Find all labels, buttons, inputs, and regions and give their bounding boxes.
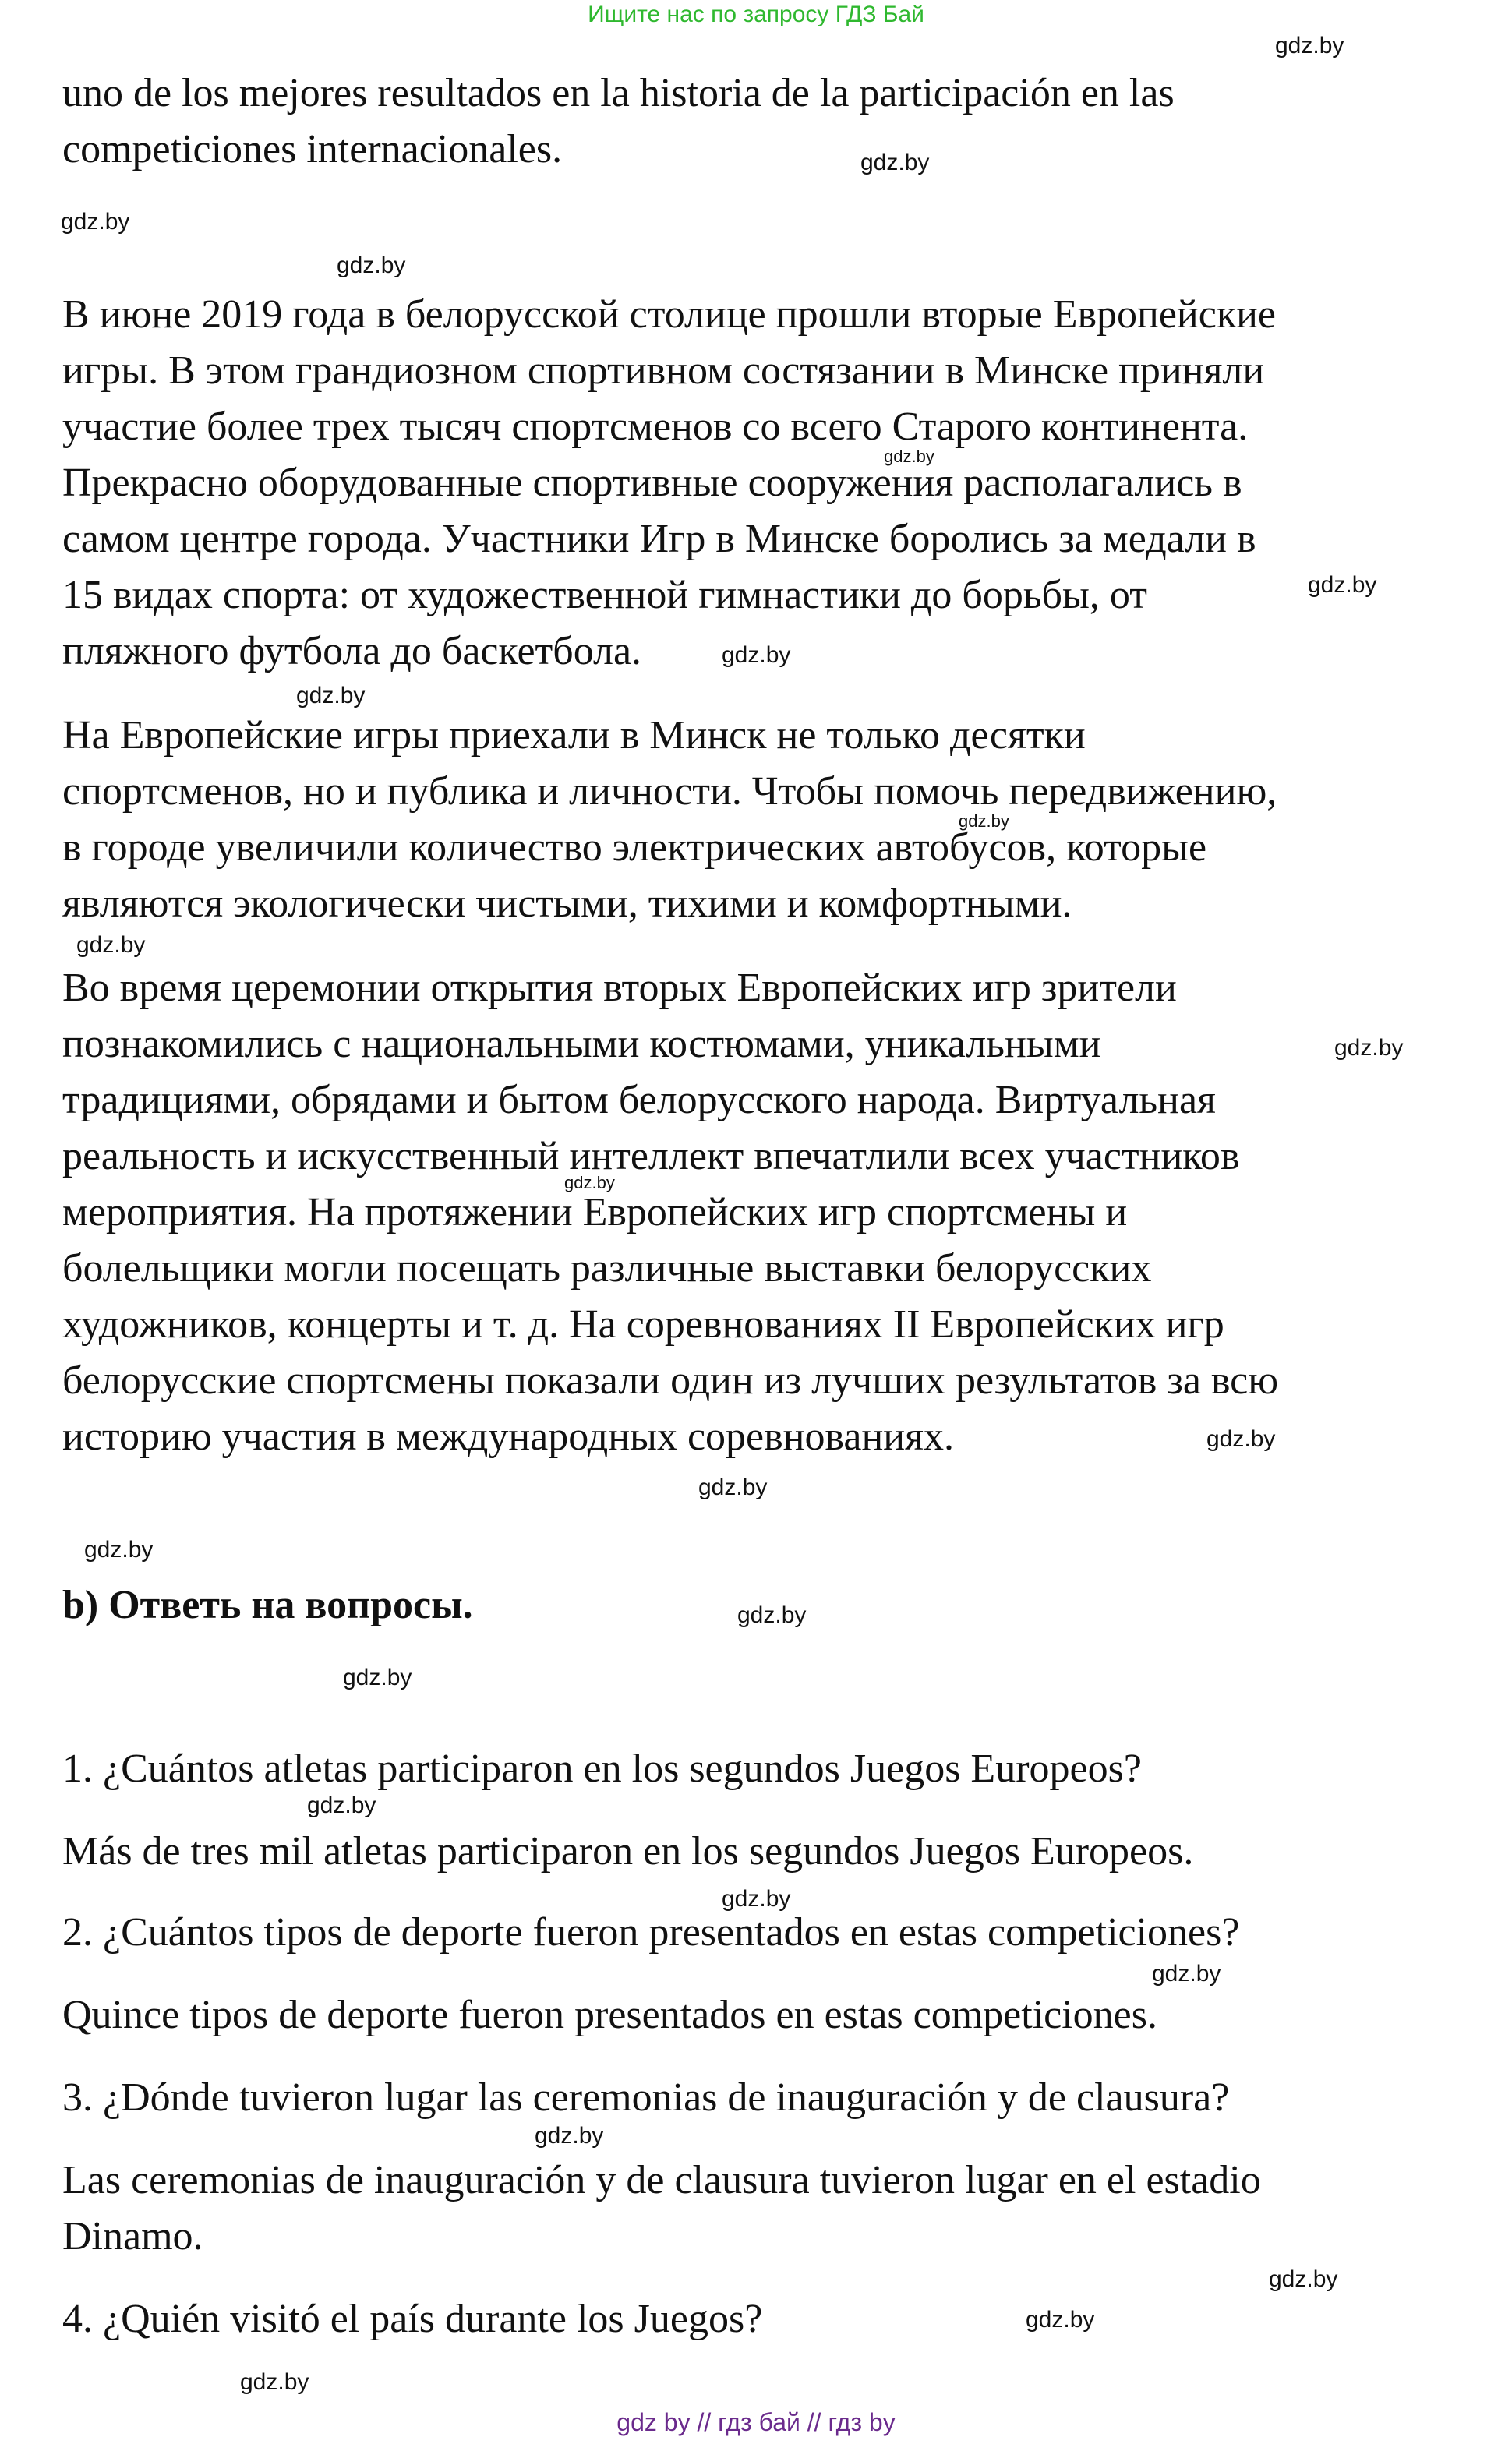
watermark: gdz.by [240,2369,309,2395]
text-line: познакомились с национальными костюмами, уникальными [62,1022,1101,1066]
question-4: 4. ¿Quién visitó el país durante los Juegos? [62,2297,763,2341]
watermark: gdz.by [337,253,406,278]
text-line: реальность и искусственный интеллект впечатлили всех участников [62,1134,1240,1178]
text-line: пляжного футбола до баскетбола. [62,629,642,673]
answer-1: Más de tres mil atletas participaron en los segundos Juegos Europeos. [62,1829,1194,1874]
watermark: gdz.by [698,1475,768,1500]
watermark: gdz.by [1334,1035,1404,1061]
bottom-banner[interactable]: gdz by // гдз бай // гдз by [616,2408,896,2436]
watermark: gdz.by [76,932,146,958]
russian-paragraph-2 [62,708,1450,932]
watermark: gdz.by [1206,1426,1276,1452]
text-line: традициями, обрядами и бытом белорусского народа. Виртуальная [62,1078,1216,1122]
text-line: историю участия в международных соревнованиях. [62,1414,955,1459]
watermark: gdz.by [84,1537,154,1563]
watermark: gdz.by [959,811,1009,831]
watermark: gdz.by [884,447,934,466]
watermark: gdz.by [1152,1961,1221,1987]
answer-3-line-2: Dinamo. [62,2214,203,2259]
spanish-tail-paragraph [62,65,1450,178]
question-3: 3. ¿Dónde tuvieron lugar las ceremonias de inauguración y de clausura? [62,2075,1230,2120]
watermark: gdz.by [343,1665,412,1690]
top-banner[interactable]: Ищите нас по запросу ГДЗ Бай [588,2,924,27]
russian-paragraph-1 [62,287,1450,680]
watermark: gdz.by [860,150,930,175]
watermark: gdz.by [722,1886,791,1912]
text-line: В июне 2019 года в белорусской столице прошли вторые Европейские [62,292,1277,337]
text-line: Во время церемонии открытия вторых Европейских игр зрители [62,966,1177,1010]
watermark: gdz.by [1026,2307,1095,2333]
text-line: мероприятия. На протяжении Европейских игр спортсмены и [62,1190,1128,1234]
text-line: Прекрасно оборудованные спортивные сооружения располагались в [62,461,1242,505]
answer-3-line-1: Las ceremonias de inauguración y de clausura tuvieron lugar en el estadio [62,2158,1261,2202]
watermark: gdz.by [535,2123,604,2149]
watermark: gdz.by [61,209,130,235]
question-2: 2. ¿Cuántos tipos de deporte fueron presentados en estas competiciones? [62,1910,1240,1955]
text-line: участие более трех тысяч спортсменов со всего Старого континента. [62,404,1249,449]
text-line: 15 видах спорта: от художественной гимнастики до борьбы, от [62,573,1147,617]
text-line: белорусские спортсмены показали один из лучших результатов за всю [62,1358,1279,1403]
text-line: в городе увеличили количество электрических автобусов, которые [62,825,1207,870]
text-line: спортсменов, но и публика и личности. Чтобы помочь передвижению, [62,769,1277,814]
watermark: gdz.by [722,642,791,668]
watermark: gdz.by [296,683,366,708]
text-line: самом центре города. Участники Игр в Минске боролись за медали в [62,517,1256,561]
text-line: игры. В этом грандиозном спортивном состязании в Минске приняли [62,348,1265,393]
text-line: художников, концерты и т. д. На соревнованиях II Европейских игр [62,1302,1224,1347]
text-line: uno de los mejores resultados en la historia de la participación en las [62,71,1175,115]
text-line: являются экологически чистыми, тихими и комфортными. [62,881,1072,926]
text-line: competiciones internacionales. [62,127,563,171]
section-heading: b) Ответь на вопросы. [62,1583,473,1627]
question-1: 1. ¿Cuántos atletas participaron en los segundos Juegos Europeos? [62,1746,1142,1791]
russian-paragraph-3 [62,960,1450,1465]
watermark: gdz.by [564,1173,615,1192]
answer-2: Quince tipos de deporte fueron presentados en estas competiciones. [62,1993,1157,2037]
watermark: gdz.by [737,1602,807,1628]
text-line: болельщики могли посещать различные выставки белорусских [62,1246,1152,1291]
text-line: На Европейские игры приехали в Минск не только десятки [62,713,1086,758]
watermark: gdz.by [307,1792,376,1818]
watermark: gdz.by [1275,33,1344,58]
watermark: gdz.by [1308,572,1377,598]
watermark: gdz.by [1269,2266,1338,2292]
